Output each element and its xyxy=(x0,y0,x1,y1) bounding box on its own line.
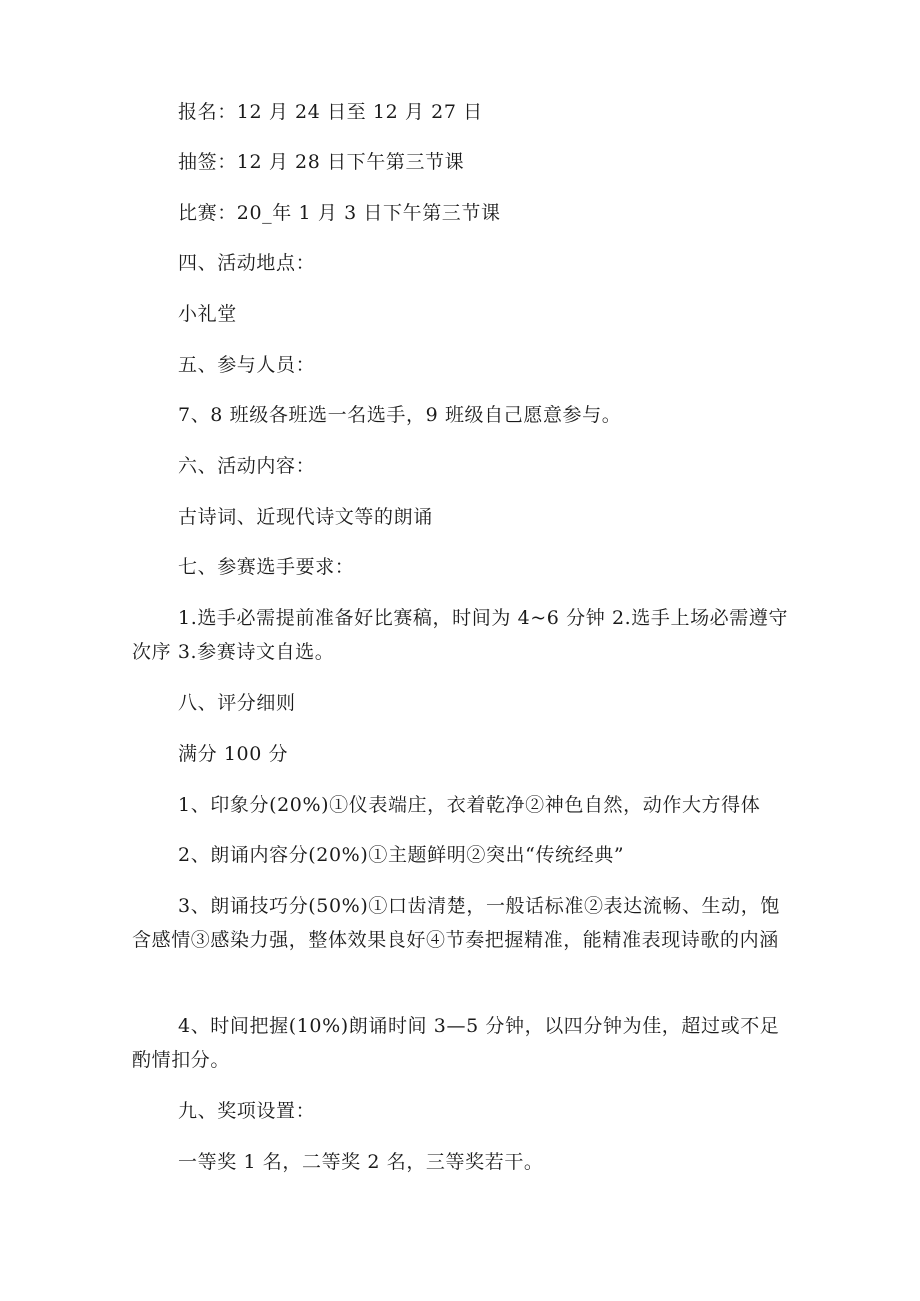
section-heading-scoring: 八、评分细则 xyxy=(178,692,296,714)
section-heading-content: 六、活动内容： xyxy=(178,455,316,477)
full-score-text: 满分 100 分 xyxy=(178,743,289,765)
section-heading-awards: 九、奖项设置： xyxy=(178,1100,316,1122)
section-heading-location: 四、活动地点： xyxy=(178,252,316,274)
schedule-competition: 比赛：20_年 1 月 3 日下午第三节课 xyxy=(178,202,501,224)
scoring-item-technique: 3、朗诵技巧分(50%)①口齿清楚，一般话标准②表达流畅、生动，饱含感情③感染力强，整体效果良好④节奏把握精准，能精准表现诗歌的内涵 xyxy=(132,895,780,951)
schedule-drawing: 抽签：12 月 28 日下午第三节课 xyxy=(178,151,465,173)
requirements-text: 1.选手必需提前准备好比赛稿，时间为 4~6 分钟 2.选手上场必需遵守次序 3.参赛诗文自选。 xyxy=(132,607,789,663)
schedule-registration: 报名：12 月 24 日至 12 月 27 日 xyxy=(178,101,483,123)
scoring-item-time: 4、时间把握(10%)朗诵时间 3—5 分钟，以四分钟为佳，超过或不足酌情扣分。 xyxy=(132,1015,780,1071)
location-text: 小礼堂 xyxy=(178,303,237,325)
section-heading-participants: 五、参与人员： xyxy=(178,354,316,376)
awards-text: 一等奖 1 名，二等奖 2 名，三等奖若干。 xyxy=(178,1151,544,1173)
scoring-item-impression: 1、印象分(20%)①仪表端庄，衣着乾净②神色自然，动作大方得体 xyxy=(178,794,761,816)
participants-text: 7、8 班级各班选一名选手，9 班级自己愿意参与。 xyxy=(178,404,622,426)
content-text: 古诗词、近现代诗文等的朗诵 xyxy=(178,506,433,528)
scoring-item-content: 2、朗诵内容分(20%)①主题鲜明②突出“传统经典” xyxy=(178,844,625,866)
section-heading-requirements: 七、参赛选手要求： xyxy=(178,556,355,578)
